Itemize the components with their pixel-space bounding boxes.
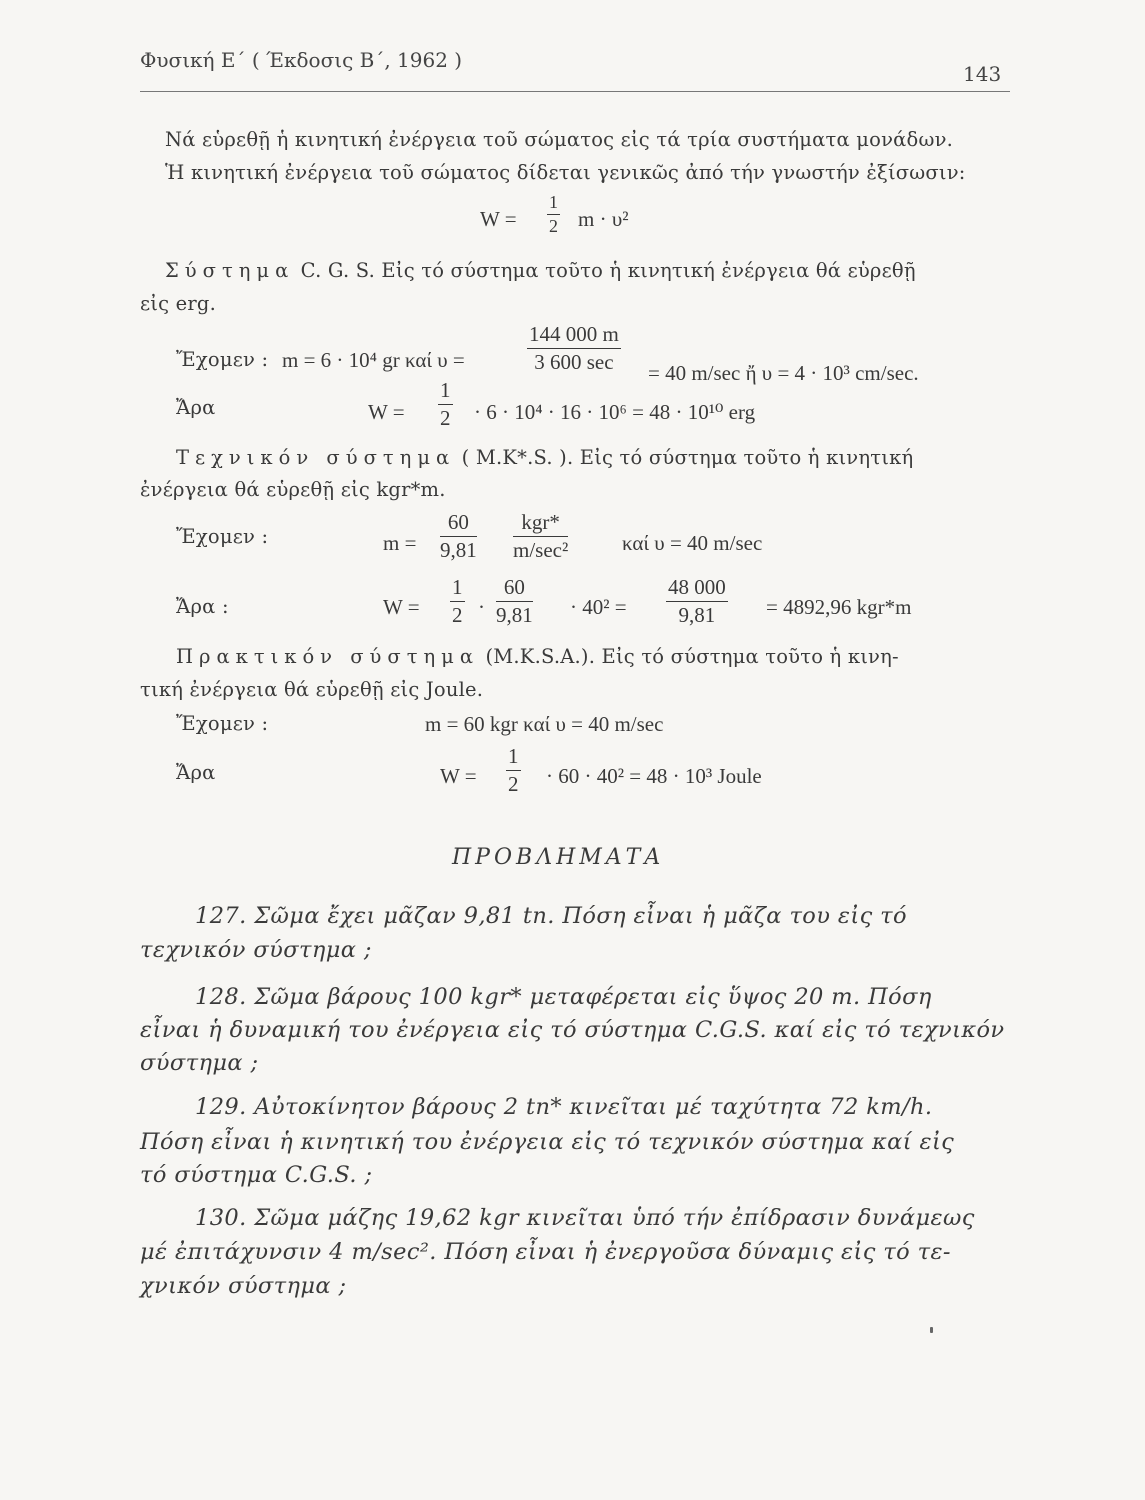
cgs-heading	[165, 259, 916, 282]
formula-rhs: m · υ²	[578, 207, 629, 231]
practical-heading-spaced: Πρακτικόν σύστημα	[176, 645, 480, 668]
problem-127-line-1: 127. Σῶμα ἔχει μᾶζαν 9,81 tn. Πόση εἶναι ἡ μᾶζα του εἰς τό	[195, 903, 907, 929]
technical-have-label: Ἔχομεν :	[176, 525, 269, 548]
problem-130-line-1: 130. Σῶμα μάζης 19,62 kgr κινεῖται ὑπό τήν ἐπίδρασιν δυνάμεως	[195, 1205, 975, 1231]
problem-128-line-3: σύστημα ;	[140, 1050, 259, 1076]
problem-130-line-2: μέ ἐπιτάχυνσιν 4 m/sec². Πόση εἶναι ἡ ἐνεργοῦσα δύναμις εἰς τό τε-	[140, 1239, 951, 1265]
technical-ara-numerator-1: 1	[450, 575, 465, 602]
running-title: Φυσική Ε΄ ( Έκδοσις Β΄, 1962 )	[140, 48, 463, 72]
problem-128-line-1: 128. Σῶμα βάρους 100 kgr* μεταφέρεται εἰς ὕψος 20 m. Πόση	[195, 984, 932, 1010]
practical-line-2: τική ἐνέργεια θά εὑρεθῇ εἰς Joule.	[140, 678, 484, 701]
technical-have-rhs: καί υ = 40 m/sec	[622, 531, 763, 555]
header-rule	[140, 91, 1010, 92]
cgs-velocity-denominator: 3 600 sec	[534, 350, 614, 374]
cgs-ara-lhs: W =	[368, 400, 405, 424]
technical-ara-denominator-1: 2	[452, 603, 463, 627]
cgs-have-rhs: = 40 m/sec ἤ υ = 4 · 10³ cm/sec.	[648, 361, 919, 385]
technical-ara-lhs: W =	[383, 595, 420, 619]
cgs-heading-rest: C. G. S. Εἰς τό σύστημα τοῦτο ἡ κινητική ἐνέργεια θά εὑρεθῇ	[300, 259, 916, 282]
technical-heading	[176, 446, 913, 469]
technical-ara-denominator-3: 9,81	[678, 603, 716, 627]
formula-denominator: 2	[549, 216, 558, 236]
intro-line-1: Νά εὑρεθῇ ἡ κινητική ἐνέργεια τοῦ σώματος εἰς τά τρία συστήματα μονάδων.	[165, 128, 954, 151]
technical-ara-rhs: = 4892,96 kgr*m	[766, 595, 912, 619]
technical-mass-numerator-2: kgr*	[513, 510, 568, 537]
technical-ara-fraction-1	[450, 575, 465, 628]
cgs-have-text: m = 6 · 10⁴ gr καί υ =	[282, 348, 465, 372]
formula-fraction	[547, 192, 560, 237]
problem-129-line-2: Πόση εἶναι ἡ κινητική του ἐνέργεια εἰς τό τεχνικόν σύστημα καί εἰς	[140, 1129, 955, 1155]
cgs-velocity-numerator: 144 000 m	[527, 322, 621, 349]
ink-speck	[930, 1327, 933, 1333]
technical-mass-numerator-1: 60	[440, 510, 477, 537]
practical-ara-denominator: 2	[508, 772, 519, 796]
technical-ara-fraction-2	[496, 575, 533, 628]
technical-ara-mid: · 40² =	[570, 595, 627, 619]
problem-129-line-1: 129. Αὐτοκίνητον βάρους 2 tn* κινεῖται μέ ταχύτητα 72 km/h.	[195, 1094, 933, 1120]
cgs-heading-spaced: Σύστημα	[165, 259, 295, 282]
practical-heading-rest: (M.K.S.A.). Εἰς τό σύστημα τοῦτο ἡ κινη-	[485, 645, 899, 668]
technical-mass-fraction-1	[440, 510, 477, 563]
problem-129-line-3: τό σύστημα C.G.S. ;	[140, 1162, 373, 1188]
technical-mass-fraction-2	[513, 510, 568, 563]
practical-have-label: Ἔχομεν :	[176, 712, 269, 735]
cgs-ara-fraction	[438, 378, 453, 431]
cgs-ara-numerator: 1	[438, 378, 453, 405]
practical-ara-numerator: 1	[506, 744, 521, 771]
practical-ara-fraction	[506, 744, 521, 797]
technical-ara-label: Ἄρα :	[176, 595, 229, 618]
intro-line-2: Ἡ κινητική ἐνέργεια τοῦ σώματος δίδεται γενικῶς ἀπό τήν γνωστήν ἐξίσωσιν:	[165, 161, 966, 184]
problem-130-line-3: χνικόν σύστημα ;	[140, 1273, 347, 1299]
practical-ara-lhs: W =	[440, 764, 477, 788]
technical-line-2: ἐνέργεια θά εὑρεθῇ εἰς kgr*m.	[140, 478, 446, 501]
cgs-velocity-fraction	[527, 322, 621, 375]
practical-ara-label: Ἄρα	[176, 761, 216, 784]
cgs-line-2: εἰς erg.	[140, 292, 217, 315]
technical-ara-numerator-3: 48 000	[666, 575, 728, 602]
problem-128-line-2: εἶναι ἡ δυναμική του ἐνέργεια εἰς τό σύστημα C.G.S. καί εἰς τό τεχνικόν	[140, 1017, 1005, 1043]
technical-ara-numerator-2: 60	[496, 575, 533, 602]
formula-numerator: 1	[547, 192, 560, 215]
technical-have-lhs: m =	[383, 531, 417, 555]
technical-mass-denominator-2: m/sec²	[513, 538, 569, 562]
cgs-ara-denominator: 2	[440, 406, 451, 430]
page-number: 143	[963, 62, 1002, 86]
cgs-have-label: Ἔχομεν :	[176, 348, 269, 371]
technical-heading-spaced: Τεχνικόν σύστημα	[176, 446, 456, 469]
problems-title: ΠΡΟΒΛΗΜΑΤΑ	[452, 845, 665, 870]
formula-lhs: W =	[480, 207, 517, 231]
cgs-ara-label: Ἄρα	[176, 396, 216, 419]
practical-have-text: m = 60 kgr καί υ = 40 m/sec	[425, 712, 664, 736]
technical-ara-denominator-2: 9,81	[496, 603, 533, 627]
problem-127-line-2: τεχνικόν σύστημα ;	[140, 937, 372, 963]
practical-heading	[176, 645, 899, 668]
technical-heading-rest: ( M.K*.S. ). Εἰς τό σύστημα τοῦτο ἡ κινητική	[461, 446, 914, 469]
cgs-ara-rhs: · 6 · 10⁴ · 16 · 10⁶ = 48 · 10¹⁰ erg	[474, 400, 756, 424]
technical-ara-dot: ·	[478, 595, 485, 619]
technical-mass-denominator-1: 9,81	[440, 538, 477, 562]
technical-ara-fraction-3	[666, 575, 728, 628]
practical-ara-rhs: · 60 · 40² = 48 · 10³ Joule	[546, 764, 762, 788]
